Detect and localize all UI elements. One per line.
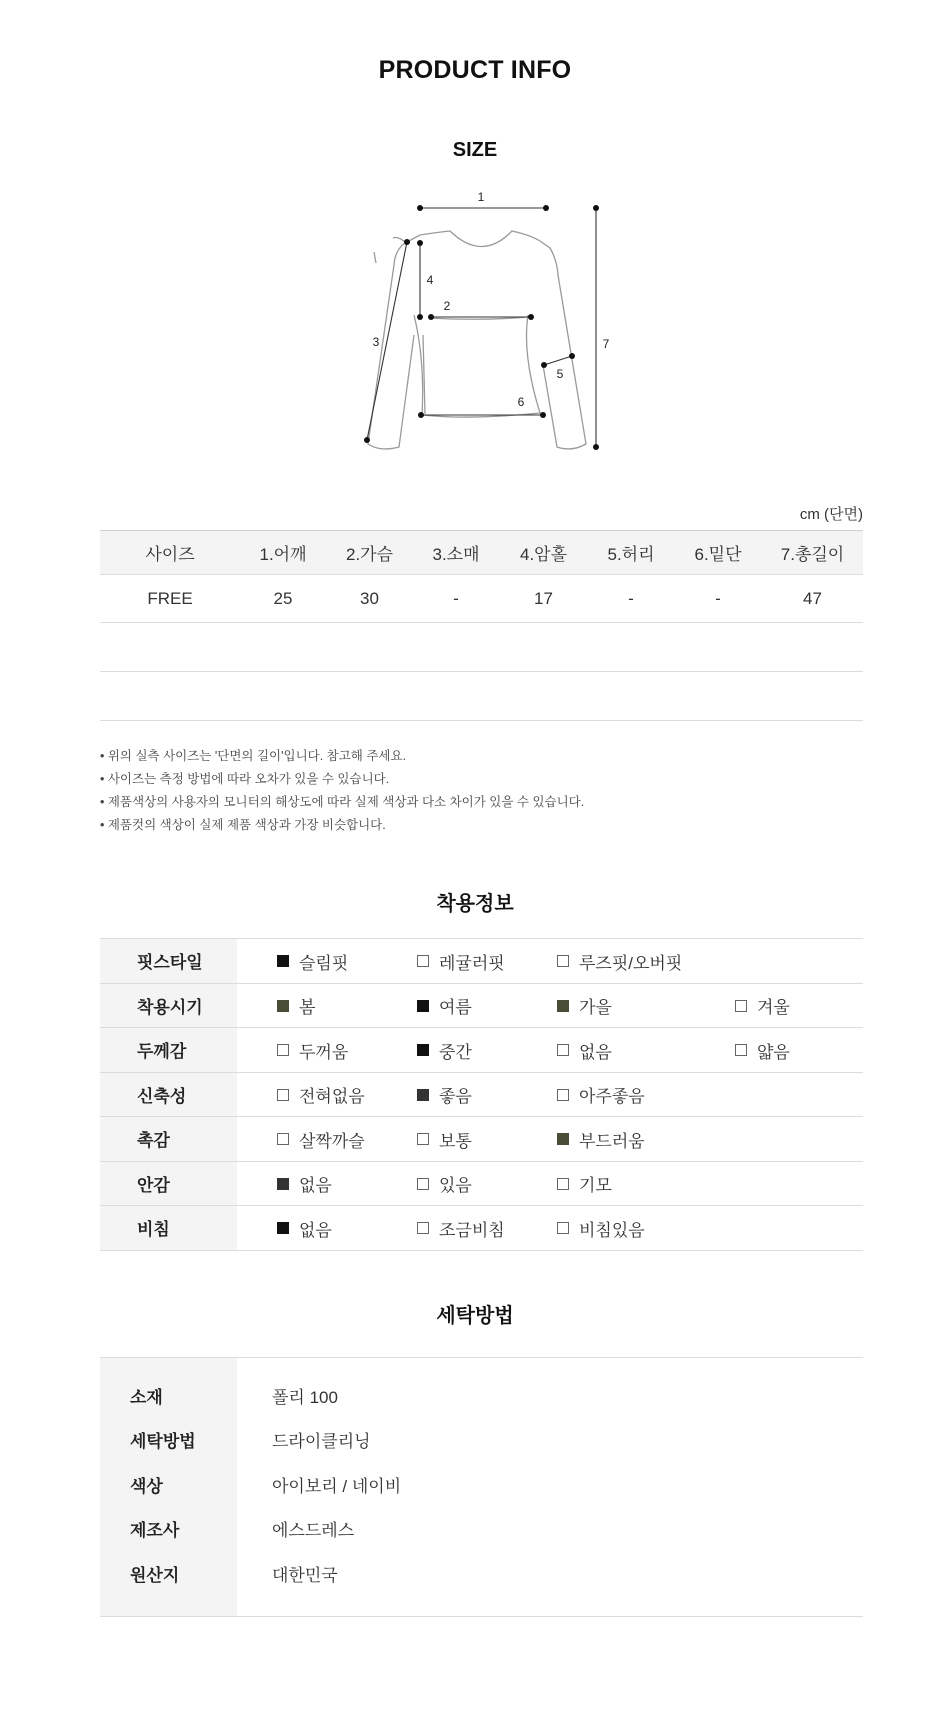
wear-option	[417, 1073, 472, 1117]
wear-option	[417, 1117, 472, 1161]
unchecked-box-icon	[735, 1044, 747, 1056]
wear-option	[735, 984, 790, 1028]
page-title: PRODUCT INFO	[378, 56, 572, 84]
wear-option	[277, 984, 315, 1028]
wear-info-row	[100, 1073, 863, 1118]
unit-label: cm (단면)	[799, 506, 863, 523]
wear-info-label: 착용시기	[100, 984, 237, 1028]
wear-option	[277, 1162, 332, 1206]
wear-option	[277, 1117, 365, 1161]
diagram-label-1: 1	[477, 190, 485, 204]
unchecked-box-icon	[417, 1222, 429, 1234]
wash-info-row	[100, 1469, 863, 1499]
diagram-label-3: 3	[372, 335, 380, 349]
checked-box-icon	[417, 1089, 429, 1101]
size-cell: 17	[534, 588, 553, 608]
wear-info-label: 안감	[100, 1162, 237, 1206]
unchecked-box-icon	[735, 1000, 747, 1012]
wear-option	[557, 1073, 645, 1117]
note-line: • 사이즈는 측정 방법에 따라 오차가 있을 수 있습니다.	[100, 772, 390, 786]
wear-info-row	[100, 1117, 863, 1162]
unchecked-box-icon	[557, 955, 569, 967]
wear-info-row	[100, 1206, 863, 1251]
wear-option-label: 루즈핏/오버핏	[579, 953, 683, 973]
wear-option	[417, 939, 505, 983]
wear-option-label: 얇음	[757, 1042, 790, 1062]
garment-size-diagram	[0, 0, 950, 470]
size-column-header: 1.어깨	[259, 545, 307, 564]
wear-info-label: 두께감	[100, 1028, 237, 1072]
wear-info-options	[237, 1028, 863, 1072]
wash-info-value: 폴리 100	[272, 1387, 338, 1407]
size-cell: -	[453, 588, 459, 608]
size-notes	[100, 745, 800, 837]
size-section-title: SIZE	[452, 139, 498, 161]
wear-option	[277, 1073, 365, 1117]
wash-info-label: 색상	[130, 1476, 163, 1496]
wear-option-label: 기모	[579, 1176, 612, 1195]
unchecked-box-icon	[557, 1089, 569, 1101]
size-column-header: 5.허리	[607, 545, 655, 564]
wear-info-label: 핏스타일	[100, 939, 237, 983]
wear-info-row	[100, 984, 863, 1029]
wear-info-table	[100, 938, 863, 1251]
wear-option-label: 레귤러핏	[439, 953, 505, 973]
checked-box-icon	[417, 1000, 429, 1012]
wash-info-label: 세탁방법	[130, 1432, 196, 1451]
wear-option	[417, 984, 472, 1028]
size-column-header: 3.소매	[432, 545, 480, 564]
wear-option-label: 부드러움	[579, 1131, 645, 1151]
wear-option-label: 좋음	[439, 1087, 472, 1106]
wear-info-label: 촉감	[100, 1117, 237, 1161]
wear-info-title: 착용정보	[436, 893, 514, 915]
wear-info-row	[100, 939, 863, 984]
unchecked-box-icon	[557, 1222, 569, 1234]
wear-option-label: 가을	[579, 998, 612, 1017]
wash-info-value: 아이보리 / 네이비	[272, 1476, 402, 1496]
unchecked-box-icon	[277, 1044, 289, 1056]
wash-info-label: 소재	[130, 1387, 163, 1407]
size-column-header: 2.가슴	[345, 545, 394, 564]
size-cell: 47	[803, 588, 822, 608]
wear-info-options	[237, 1206, 863, 1250]
wear-option	[735, 1028, 790, 1072]
unchecked-box-icon	[417, 1133, 429, 1145]
wash-info-value: 에스드레스	[272, 1521, 355, 1540]
wear-info-options	[237, 1117, 863, 1161]
diagram-label-7: 7	[602, 337, 610, 351]
wear-option-label: 보통	[439, 1131, 472, 1151]
wear-option	[277, 1206, 332, 1250]
garment-outline	[368, 231, 586, 449]
wear-option-label: 없음	[299, 1220, 332, 1240]
size-cell: FREE	[147, 588, 193, 608]
wear-info-row	[100, 1028, 863, 1073]
wear-option	[557, 1028, 612, 1072]
wear-info-label: 비침	[100, 1206, 237, 1250]
unchecked-box-icon	[557, 1044, 569, 1056]
wear-option-label: 두꺼움	[299, 1042, 349, 1062]
wear-info-options	[237, 1162, 863, 1206]
wear-option-label: 중간	[439, 1042, 472, 1062]
size-column-header: 사이즈	[145, 545, 195, 564]
table-row	[100, 575, 863, 623]
wear-option-label: 겨울	[757, 998, 790, 1017]
wear-option	[417, 1028, 472, 1072]
wash-info-title: 세탁방법	[436, 1305, 514, 1327]
wash-info-row	[100, 1380, 863, 1410]
size-column-header: 6.밑단	[694, 545, 742, 564]
empty-table-row	[100, 623, 863, 672]
wear-option	[277, 1028, 348, 1072]
wear-option-label: 아주좋음	[579, 1087, 645, 1106]
diagram-label-6: 6	[517, 395, 525, 409]
wear-option-label: 살짝까슬	[299, 1131, 365, 1151]
wear-option	[277, 939, 348, 983]
empty-table-row	[100, 672, 863, 721]
wear-info-options	[237, 1073, 863, 1117]
wear-option	[557, 1162, 612, 1206]
wash-info-label: 제조사	[130, 1521, 180, 1540]
checked-box-icon	[277, 1000, 289, 1012]
size-table-header	[100, 530, 863, 575]
size-column-header: 7.총길이	[780, 545, 845, 564]
wear-option-label: 슬림핏	[299, 953, 349, 973]
wear-option	[417, 1206, 505, 1250]
wash-info-value: 드라이클리닝	[272, 1432, 371, 1451]
checked-box-icon	[277, 1222, 289, 1234]
wear-info-row	[100, 1162, 863, 1207]
wear-option-label: 여름	[439, 998, 472, 1017]
measure-lines	[367, 208, 596, 447]
unchecked-box-icon	[417, 955, 429, 967]
wear-info-options	[237, 984, 863, 1028]
wash-info-row	[100, 1514, 863, 1544]
size-table	[100, 530, 863, 721]
wear-info-label: 신축성	[100, 1073, 237, 1117]
diagram-label-4: 4	[426, 273, 434, 287]
size-cell: -	[628, 588, 634, 608]
wear-option	[557, 1206, 645, 1250]
wear-option	[557, 939, 682, 983]
wear-option-label: 비침있음	[579, 1220, 645, 1240]
unchecked-box-icon	[277, 1133, 289, 1145]
wear-option-label: 없음	[299, 1176, 332, 1195]
unchecked-box-icon	[557, 1178, 569, 1190]
size-cell: -	[715, 588, 721, 608]
checked-box-icon	[417, 1044, 429, 1056]
size-cell: 25	[273, 588, 293, 608]
wash-info-table	[100, 1357, 863, 1617]
wear-option	[417, 1162, 472, 1206]
checked-box-icon	[277, 1178, 289, 1190]
note-line: • 위의 실측 사이즈는 '단면의 길이'입니다. 참고해 주세요.	[100, 749, 407, 763]
wear-option-label: 전혀없음	[299, 1087, 365, 1106]
unchecked-box-icon	[277, 1089, 289, 1101]
unchecked-box-icon	[417, 1178, 429, 1190]
checked-box-icon	[557, 1000, 569, 1012]
size-cell: 30	[360, 588, 379, 608]
size-column-header: 4.암홀	[519, 545, 568, 564]
wash-info-row	[100, 1425, 863, 1455]
wear-option-label: 없음	[579, 1042, 612, 1062]
wash-info-row	[100, 1558, 863, 1588]
wear-option	[557, 1117, 645, 1161]
checked-box-icon	[277, 955, 289, 967]
wear-option-label: 조금비침	[439, 1220, 505, 1240]
wear-option	[557, 984, 612, 1028]
diagram-label-5: 5	[556, 367, 564, 381]
wear-option-label: 있음	[439, 1176, 472, 1195]
checked-box-icon	[557, 1133, 569, 1145]
measure-points	[364, 205, 599, 450]
wear-info-options	[237, 939, 863, 983]
wash-info-label: 원산지	[130, 1565, 180, 1585]
note-line: • 제품컷의 색상이 실제 제품 색상과 가장 비슷합니다.	[100, 818, 386, 832]
wear-option-label: 봄	[299, 998, 316, 1017]
note-line: • 제품색상의 사용자의 모니터의 해상도에 따라 실제 색상과 다소 차이가 있을 수 있습니다.	[100, 795, 585, 809]
diagram-label-2: 2	[443, 299, 451, 313]
wash-info-value: 대한민국	[272, 1565, 338, 1585]
